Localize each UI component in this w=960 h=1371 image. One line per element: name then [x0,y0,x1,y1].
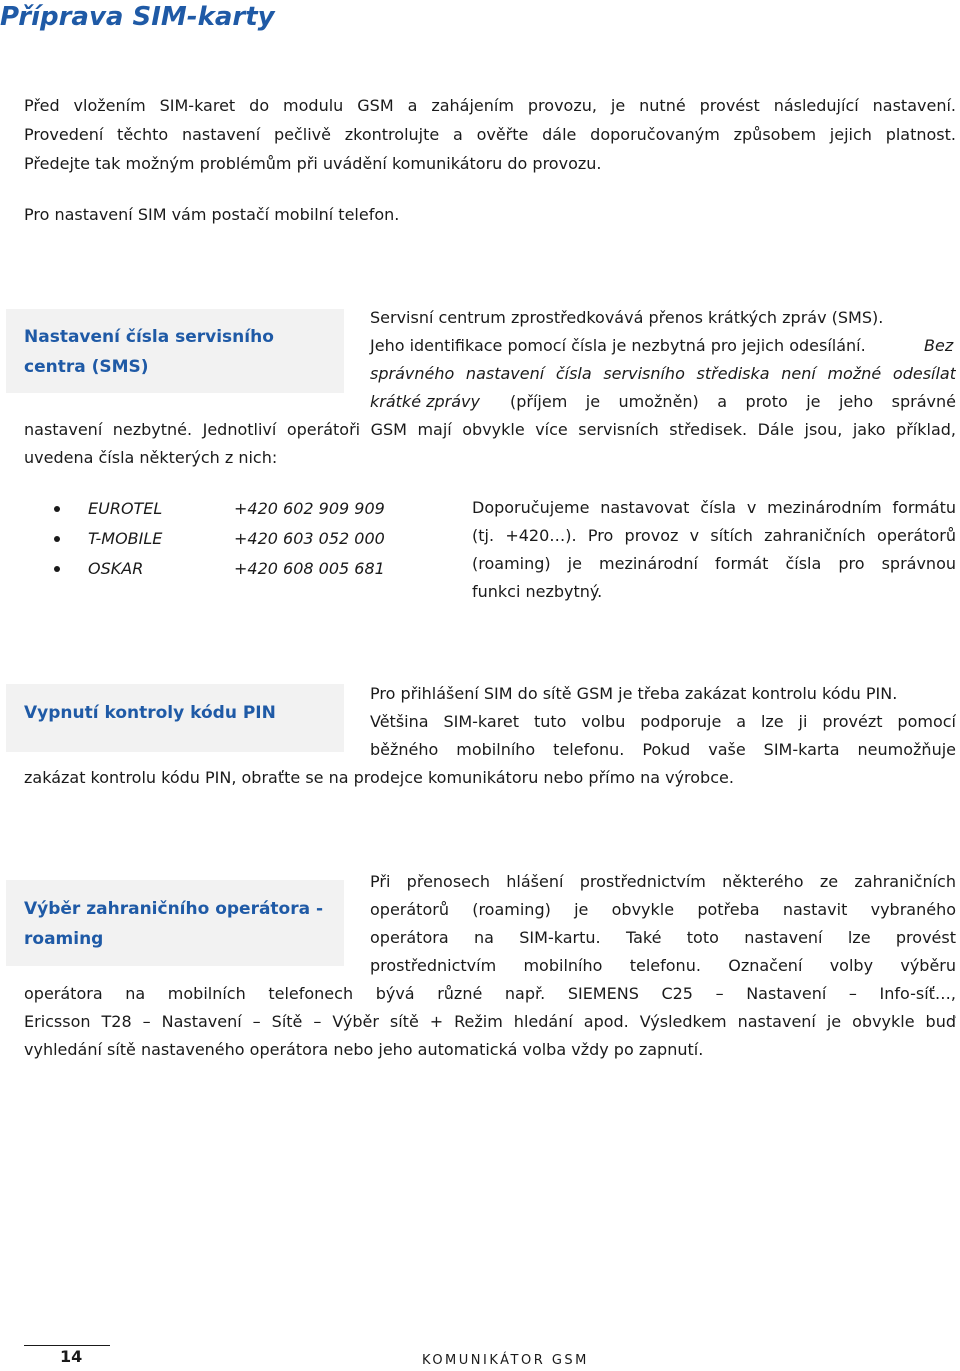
list-bullet [54,506,60,512]
recommend-line: Doporučujeme nastavovat čísla v mezinárodním formátu [472,498,956,517]
roaming-text-line: prostřednictvím mobilního telefonu. Označení volby výběru [370,956,956,975]
pin-text-line: Většina SIM-karet tuto volbu podporuje a lze ji provézt pomocí [370,712,956,731]
operator-name: T-MOBILE [88,529,163,548]
sms-text-line: Bez [924,336,954,355]
operator-number: +420 602 909 909 [234,499,385,518]
sms-text-line: (příjem je umožněn) a proto je jeho správné [510,392,956,411]
roaming-text-line: operátora na SIM-kartu. Také toto nastavení lze provést [370,928,956,947]
pin-text-line: běžného mobilního telefonu. Pokud vaše SIM-karta neumožňuje [370,740,956,759]
section-heading-roaming [24,894,323,954]
sms-text-line: Jeho identifikace pomocí čísla je nezbytná pro jejich odesílání. [370,336,866,355]
sms-text-line: Servisní centrum zprostředkovává přenos krátkých zpráv (SMS). [370,308,884,327]
intro-line: Provedení těchto nastavení pečlivě zkontrolujte a ověřte dále doporučovaným způsobem jejich platnost. [24,125,956,144]
section-heading-sms [24,322,274,382]
intro-line: Předejte tak možným problémům při uvádění komunikátoru do provozu. [24,154,602,173]
sms-text-line: uvedena čísla některých z nich: [24,448,278,467]
list-bullet [54,536,60,542]
intro-note: Pro nastavení SIM vám postačí mobilní telefon. [24,205,400,224]
operator-number: +420 608 005 681 [234,559,385,578]
section-heading-line: centra (SMS) [24,357,149,377]
pin-text-line: Pro přihlášení SIM do sítě GSM je třeba zakázat kontrolu kódu PIN. [370,684,898,703]
recommend-line: (tj. +420…). Pro provoz v sítích zahraničních operátorů [472,526,956,545]
roaming-text-line: operátorů (roaming) je obvykle potřeba nastavit vybraného [370,900,956,919]
roaming-text-line: Při přenosech hlášení prostřednictvím některého ze zahraničních [370,872,956,891]
intro-line: Před vložením SIM-karet do modulu GSM a zahájením provozu, je nutné provést následující nastavení. [24,96,956,115]
sms-text-line: správného nastavení čísla servisního střediska není možné odesílat [370,364,956,383]
roaming-text-line: vyhledání sítě nastaveného operátora nebo jeho automatická volba vždy po zapnutí. [24,1040,704,1059]
recommend-line: funkci nezbytný. [472,582,603,601]
footer-label: KOMUNIKÁTOR GSM [422,1353,589,1368]
section-heading-line: roaming [24,929,104,949]
roaming-text-line: operátora na mobilních telefonech bývá různé např. SIEMENS C25 – Nastavení – Info-síť…, [24,984,956,1003]
operator-number: +420 603 052 000 [234,529,385,548]
list-bullet [54,566,60,572]
pin-text-line: zakázat kontrolu kódu PIN, obraťte se na prodejce komunikátoru nebo přímo na výrobce. [24,768,734,787]
operator-name: OSKAR [88,559,144,578]
footer-rule [24,1345,110,1346]
sms-text-line: nastavení nezbytné. Jednotliví operátoři GSM mají obvykle více servisních středisek. Dále jsou, jako příklad, [24,420,956,439]
operator-name: EUROTEL [88,499,163,518]
sms-text-line: krátké zprávy [370,392,480,411]
section-heading-pin: Vypnutí kontroly kódu PIN [24,703,276,723]
recommend-line: (roaming) je mezinárodní formát čísla pro správnou [472,554,956,573]
page-number: 14 [60,1347,83,1366]
section-heading-line: Výběr zahraničního operátora - [24,899,324,919]
roaming-text-line: Ericsson T28 – Nastavení – Sítě – Výběr sítě + Režim hledání apod. Výsledkem nastavení je obvykle buď [24,1012,956,1031]
page-title: Příprava SIM-karty [0,2,275,32]
section-heading-line: Nastavení čísla servisního [24,327,274,347]
